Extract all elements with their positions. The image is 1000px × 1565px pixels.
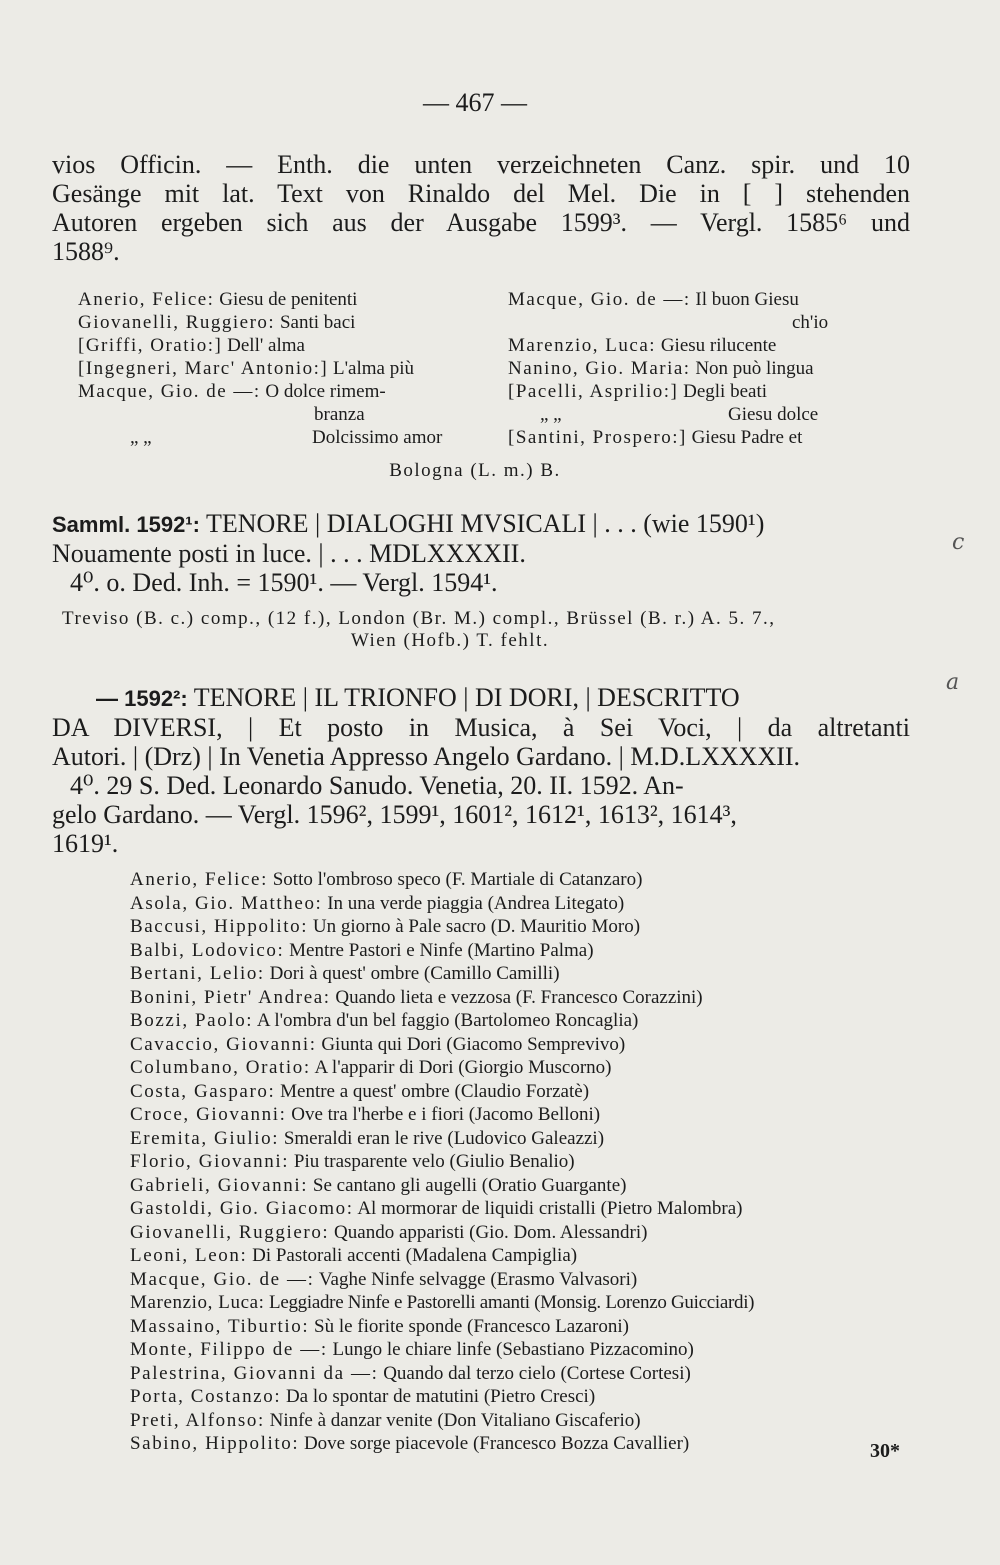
page-number: — 467 — [423,88,527,117]
list-item: Monte, Filippo de —: Lungo le chiare linfe (Sebastiano Pizzacomino) [130,1339,694,1360]
margin-note: c [952,530,965,555]
list-item: Baccusi, Hippolito: Un giorno à Pale sacro (D. Mauritio Moro) [130,916,641,937]
list-item: [Santini, Prospero:] Giesu Padre et [508,427,803,448]
list-item: Massaino, Tiburtio: Sù le fiorite sponde (Francesco Lazaroni) [130,1315,629,1337]
list-item: Eremita, Giulio: Smeraldi eran le rive (Ludovico Galeazzi) [130,1127,605,1149]
list-item: Marenzio, Luca: Leggiadre Ninfe e Pastorelli amanti (Monsig. Lorenzo Guicciardi) [130,1292,755,1313]
entry-line: Samml. 1592¹: TENORE | DIALOGHI MVSICALI | . . . (wie 1590¹) [52,509,765,538]
list-item: Columbano, Oratio: A l'apparir di Dori (Giorgio Muscorno) [130,1057,612,1078]
entry-line: — 1592²: TENORE | IL TRIONFO | DI DORI, | DESCRITTO [96,683,740,712]
list-item: Balbi, Lodovico: Mentre Pastori e Ninfe (Martino Palma) [130,939,594,961]
list-item: Macque, Gio. de —: O dolce rimem- [78,381,386,402]
entry-label: — 1592²: [96,686,188,711]
entry-line: 4⁰. 29 S. Ded. Leonardo Sanudo. Venetia, 20. II. 1592. An- [70,771,684,800]
list-item: Preti, Alfonso: Ninfe à danzar venite (Don Vitaliano Giscaferio) [130,1409,641,1431]
list-item: [Ingegneri, Marc' Antonio:] L'alma più [78,358,414,379]
list-item: Leoni, Leon: Di Pastorali accenti (Madalena Campiglia) [130,1245,578,1266]
list-item: Palestrina, Giovanni da —: Quando dal terzo cielo (Cortese Cortesi) [130,1362,691,1384]
list-item: [Pacelli, Asprilio:] Degli beati [508,381,768,402]
list-item: Nanino, Gio. Maria: Non può lingua [508,358,814,379]
list-item: Florio, Giovanni: Piu trasparente velo (Giulio Benalio) [130,1151,575,1172]
list-item: Costa, Gasparo: Mentre a quest' ombre (Claudio Forzatè) [130,1080,590,1102]
list-item: Gastoldi, Gio. Giacomo: Al mormorar de liquidi cristalli (Pietro Malombra) [130,1198,743,1219]
entry-1592-2 [52,683,910,858]
left-column [78,288,498,449]
list-item: Bertani, Lelio: Dori à quest' ombre (Camillo Camilli) [130,963,560,984]
list-item: Asola, Gio. Mattheo: In una verde piaggia (Andrea Litegato) [130,892,625,914]
list-item: Macque, Gio. de —: Il buon Giesu [508,289,799,310]
list-item: Macque, Gio. de —: Vaghe Ninfe selvagge (Erasmo Valvasori) [130,1268,638,1290]
entry-line: DA DIVERSI, | Et posto in Musica, à Sei Voci, | da altretanti [52,713,910,742]
list-item: branza [314,404,365,425]
entry-1592-1 [52,509,910,597]
list-item: Bozzi, Paolo: A l'ombra d'un bel faggio (Bartolomeo Roncaglia) [130,1010,639,1031]
intro-line: Autoren ergeben sich aus der Ausgabe 1599³. — Vergl. 1585⁶ und [52,208,910,237]
list-item: Sabino, Hippolito: Dove sorge piacevole (Francesco Bozza Cavallier) [130,1433,690,1454]
list-item: Cavaccio, Giovanni: Giunta qui Dori (Giacomo Semprevivo) [130,1033,626,1055]
list-item: Marenzio, Luca: Giesu rilucente [508,335,777,356]
location-line: Treviso (B. c.) comp., (12 f.), London (Br. M.) compl., Brüssel (B. r.) A. 5. 7., [62,608,776,629]
list-item: Gabrieli, Giovanni: Se cantano gli augelli (Oratio Guargante) [130,1174,627,1196]
list-item: „ „ Dolcissimo amor [130,427,443,448]
intro-line: 1588⁹. [52,237,120,266]
list-item: Anerio, Felice: Sotto l'ombroso speco (F. Martiale di Catanzaro) [130,869,643,890]
entry-line: Nouamente posti in luce. | . . . MDLXXXXII. [52,539,526,568]
right-column [508,288,908,449]
signature-mark: 30* [870,1440,900,1462]
list-item: [Griffi, Oratio:] Dell' alma [78,335,305,356]
list-item: Anerio, Felice: Giesu de penitenti [78,289,358,310]
list-item: Giovanelli, Ruggiero: Quando apparisti (Gio. Dom. Alessandri) [130,1221,648,1243]
contents-list [130,868,910,1456]
entry-line: 1619¹. [52,829,119,858]
list-item: Porta, Costanzo: Da lo spontar de matutini (Pietro Cresci) [130,1386,596,1407]
entry-line: gelo Gardano. — Vergl. 1596², 1599¹, 1601², 1612¹, 1613², 1614³, [52,800,737,829]
intro-line: Gesänge mit lat. Text von Rinaldo del Mel. Die in [ ] stehenden [52,179,910,208]
list-item: Croce, Giovanni: Ove tra l'herbe e i fiori (Jacomo Belloni) [130,1104,601,1125]
list-item: Bonini, Pietr' Andrea: Quando lieta e vezzosa (F. Francesco Corazzini) [130,986,703,1008]
location-line: Bologna (L. m.) B. [389,460,561,481]
list-item: Giovanelli, Ruggiero: Santi baci [78,312,356,333]
list-item: ch'io [792,312,829,333]
list-item: „ „ Giesu dolce [540,404,819,425]
entry-label: Samml. 1592¹: [52,512,200,537]
entry-line: Autori. | (Drz) | In Venetia Appresso Angelo Gardano. | M.D.LXXXXII. [52,742,801,771]
intro-paragraph [52,150,910,266]
entry-line: 4⁰. o. Ded. Inh. = 1590¹. — Vergl. 1594¹. [70,568,498,597]
intro-line: vios Officin. — Enth. die unten verzeichneten Canz. spir. und 10 [52,150,910,179]
location-line: Wien (Hofb.) T. fehlt. [350,630,550,651]
margin-note: a [946,670,960,695]
